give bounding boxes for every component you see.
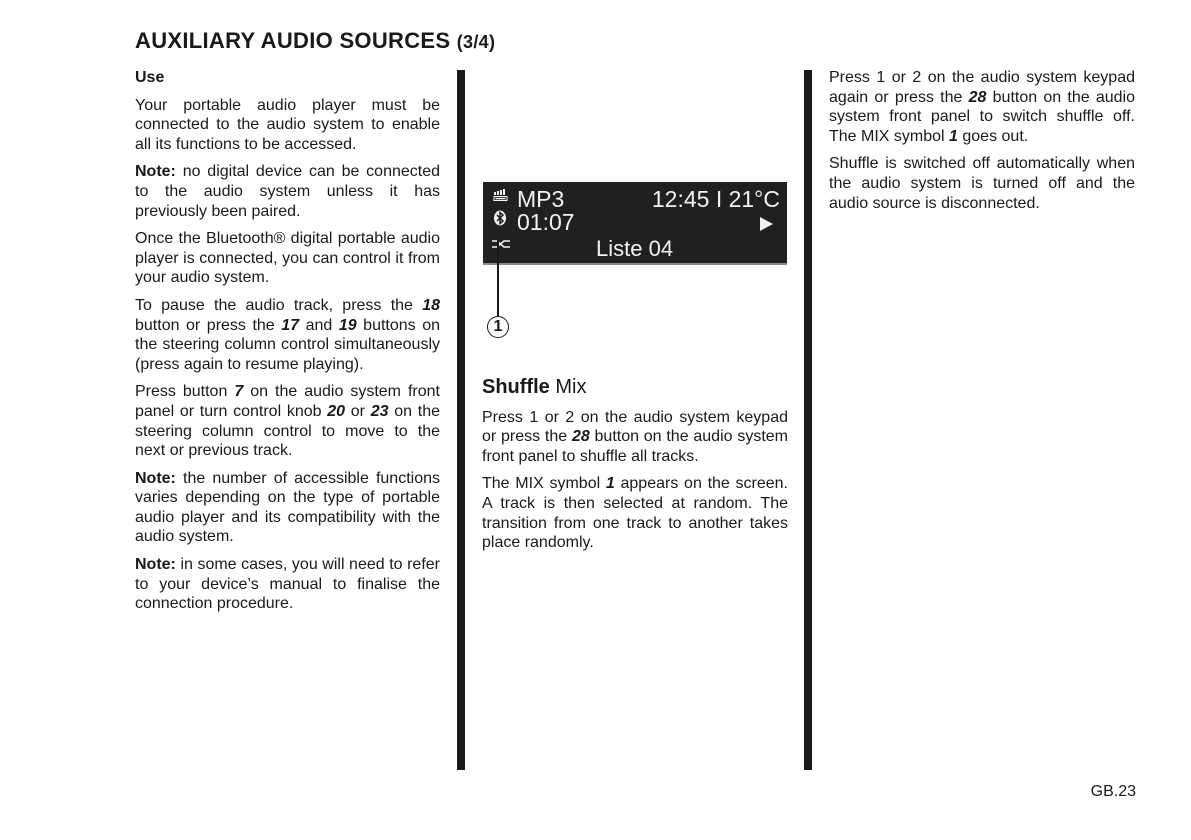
signal-battery-icon	[493, 188, 509, 201]
text-run: on the steering column control to move to the next or previous track.	[135, 402, 441, 460]
note-text: in some cases, you will need to refer to your device’s manual to finalise the connection procedure.	[135, 556, 440, 613]
heading-bold: Shuffle	[482, 376, 550, 398]
paragraph-shuffle-auto-off: Shuffle is switched off automatically when the audio system is turned off and the audio source is disconnected.	[829, 155, 1135, 212]
button-ref: 23	[370, 402, 389, 420]
display-elapsed-time: 01:07	[517, 209, 575, 235]
page-number: GB.23	[1090, 783, 1136, 800]
text-run: or	[345, 402, 371, 420]
text-run: Press button	[135, 383, 235, 401]
column-right	[829, 68, 1135, 221]
note-text: no digital device can be connected to the audio system unless it has previously been paired.	[135, 163, 440, 220]
column-divider-left	[457, 70, 465, 770]
button-ref: 19	[338, 316, 357, 334]
text-run: To pause the audio track, press the	[135, 296, 423, 314]
button-ref: 7	[234, 383, 244, 401]
paragraph-shuffle-off	[829, 68, 1135, 146]
note-label: Note:	[135, 556, 176, 574]
text-run: The MIX symbol	[482, 475, 606, 493]
note-label: Note:	[135, 469, 176, 487]
shuffle-icon	[491, 238, 511, 250]
play-icon	[760, 217, 773, 231]
text-run: Press 1 or 2 on the audio system keypad or press the	[482, 408, 788, 446]
text-run: goes out.	[957, 127, 1029, 145]
paragraph-connect: Your portable audio player must be connected to the audio system to enable all its functions to be accessed.	[135, 96, 440, 153]
button-ref: 20	[327, 402, 346, 420]
column-left	[135, 68, 440, 622]
note-text: the number of accessible functions varies depending on the type of portable audio player and its compatibility with the audio system.	[135, 469, 440, 546]
heading-rest: Mix	[549, 376, 587, 398]
callout-marker: 1	[487, 316, 509, 338]
column-middle	[482, 378, 788, 561]
button-ref: 18	[422, 296, 440, 314]
display-clock-temp: 12:45 I 21°C	[651, 186, 780, 212]
symbol-ref: 1	[949, 127, 958, 145]
page-title	[135, 28, 495, 54]
audio-display-illustration	[483, 182, 787, 265]
text-run: button on the audio system front panel to shuffle all tracks.	[482, 428, 788, 465]
symbol-ref: 1	[605, 475, 615, 493]
button-ref: 17	[281, 316, 300, 334]
paragraph-mix-symbol	[482, 474, 788, 552]
note-label: Note:	[135, 163, 176, 181]
section-heading-shuffle	[482, 378, 788, 398]
text-run: Press 1 or 2 on the audio system keypad again or press the	[829, 69, 1135, 106]
display-source: MP3	[517, 186, 565, 212]
display-track-name: Liste 04	[596, 236, 674, 261]
title-part: (3/4)	[456, 32, 496, 52]
bluetooth-icon	[493, 210, 507, 226]
text-run: buttons on the steering column control simultaneously (press again to resume playing).	[135, 316, 440, 373]
callout-leader-line	[497, 240, 499, 317]
title-text: AUXILIARY AUDIO SOURCES	[135, 28, 451, 53]
paragraph-bluetooth: Once the Bluetooth® digital portable audio player is connected, you can control it from your audio system.	[135, 230, 440, 287]
paragraph-note-pairing	[135, 162, 440, 221]
text-run: appears on the screen. A track is then selected at random. The transition from one track to another takes place randomly.	[482, 475, 789, 552]
text-run: button or press the	[135, 316, 282, 334]
text-run: and	[299, 316, 339, 334]
paragraph-note-functions	[135, 469, 440, 547]
button-ref: 28	[571, 428, 590, 446]
column-divider-right	[804, 70, 812, 770]
paragraph-pause	[135, 296, 440, 374]
button-ref: 28	[968, 88, 987, 106]
section-heading-use: Use	[135, 69, 165, 86]
text-run: on the audio system front panel or turn control knob	[135, 383, 440, 420]
paragraph-shuffle-on	[482, 408, 788, 467]
paragraph-track-nav	[135, 382, 440, 460]
paragraph-note-manual	[135, 555, 440, 614]
text-run: button on the audio system front panel to switch shuffle off. The MIX symbol	[829, 88, 1135, 145]
